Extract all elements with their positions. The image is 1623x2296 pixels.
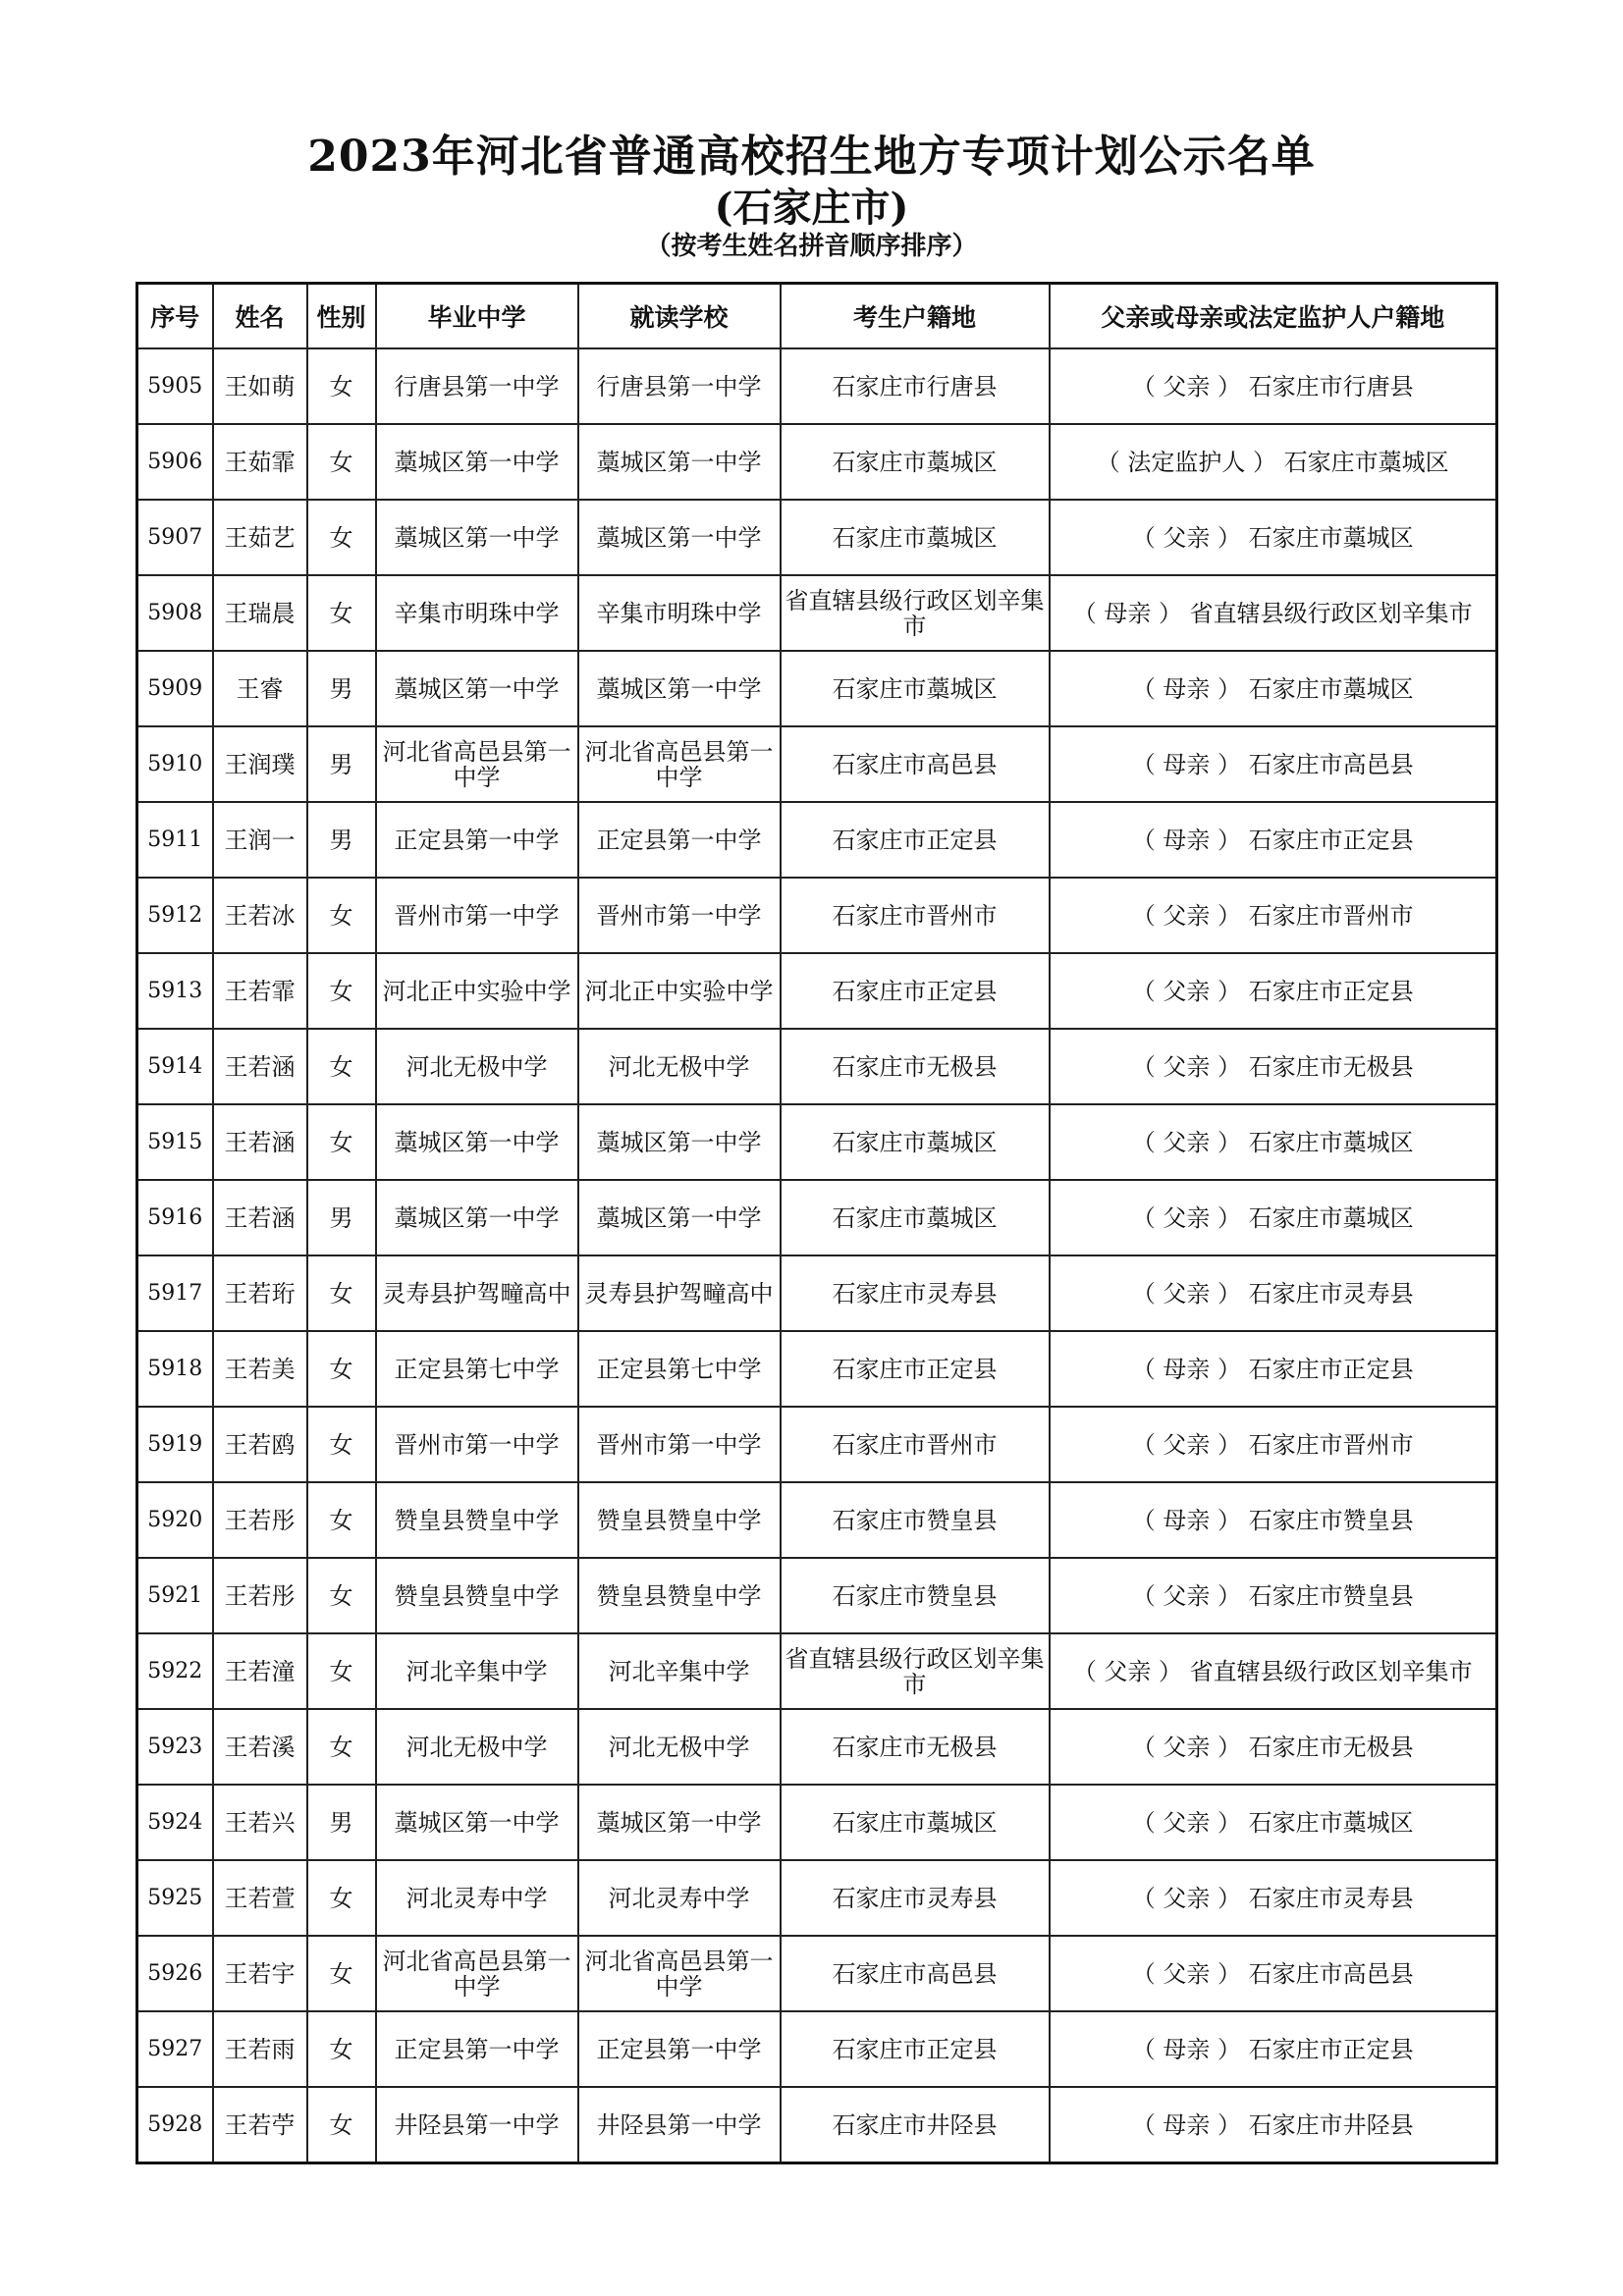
col-header-grad-school: 毕业中学 [376,284,578,349]
cell-guardian-hukou: （ 父亲 ） 石家庄市正定县 [1050,953,1497,1029]
cell-no: 5915 [137,1104,213,1180]
cell-grad-school: 藁城区第一中学 [376,1180,578,1255]
cell-guardian-hukou: （ 父亲 ） 石家庄市藁城区 [1050,1104,1497,1180]
cell-guardian-hukou: （ 母亲 ） 石家庄市正定县 [1050,2011,1497,2087]
cell-no: 5905 [137,348,213,424]
table-row [137,953,1497,1029]
cell-gender: 女 [307,1936,376,2011]
table-header-row [137,284,1497,349]
cell-current-school: 河北省高邑县第一中学 [578,1936,781,2011]
cell-grad-school: 藁城区第一中学 [376,424,578,500]
cell-name: 王润璞 [213,726,307,802]
cell-guardian-hukou: （ 父亲 ） 石家庄市灵寿县 [1050,1255,1497,1331]
table-row [137,1482,1497,1558]
cell-no: 5917 [137,1255,213,1331]
cell-no: 5912 [137,878,213,953]
cell-name: 王若彤 [213,1558,307,1633]
cell-grad-school: 藁城区第一中学 [376,1104,578,1180]
cell-grad-school: 河北正中实验中学 [376,953,578,1029]
cell-grad-school: 行唐县第一中学 [376,348,578,424]
cell-student-hukou: 石家庄市井陉县 [781,2087,1050,2163]
cell-student-hukou: 石家庄市赞皇县 [781,1558,1050,1633]
cell-gender: 女 [307,348,376,424]
cell-current-school: 正定县第一中学 [578,2011,781,2087]
cell-guardian-hukou: （ 母亲 ） 石家庄市高邑县 [1050,726,1497,802]
cell-no: 5914 [137,1029,213,1104]
cell-student-hukou: 石家庄市无极县 [781,1029,1050,1104]
cell-no: 5910 [137,726,213,802]
cell-grad-school: 赞皇县赞皇中学 [376,1482,578,1558]
cell-gender: 女 [307,424,376,500]
cell-gender: 女 [307,1709,376,1785]
cell-grad-school: 藁城区第一中学 [376,651,578,726]
cell-name: 王若兴 [213,1785,307,1860]
cell-gender: 男 [307,1785,376,1860]
cell-grad-school: 晋州市第一中学 [376,1407,578,1482]
cell-name: 王茹艺 [213,500,307,575]
table-row [137,424,1497,500]
cell-student-hukou: 省直辖县级行政区划辛集市 [781,1633,1050,1709]
table-row [137,1255,1497,1331]
cell-guardian-hukou: （ 父亲 ） 石家庄市行唐县 [1050,348,1497,424]
table-row [137,1709,1497,1785]
col-header-guardian-hukou: 父亲或母亲或法定监护人户籍地 [1050,284,1497,349]
col-header-no: 序号 [137,284,213,349]
cell-no: 5928 [137,2087,213,2163]
cell-student-hukou: 石家庄市灵寿县 [781,1255,1050,1331]
cell-guardian-hukou: （ 父亲 ） 石家庄市晋州市 [1050,878,1497,953]
cell-current-school: 晋州市第一中学 [578,878,781,953]
table-row [137,2087,1497,2163]
cell-gender: 男 [307,1180,376,1255]
cell-student-hukou: 石家庄市高邑县 [781,1936,1050,2011]
cell-name: 王若彤 [213,1482,307,1558]
cell-no: 5926 [137,1936,213,2011]
cell-grad-school: 正定县第七中学 [376,1331,578,1407]
cell-grad-school: 灵寿县护驾疃高中 [376,1255,578,1331]
cell-grad-school: 藁城区第一中学 [376,500,578,575]
cell-gender: 男 [307,651,376,726]
table-body [137,348,1497,2163]
cell-student-hukou: 石家庄市正定县 [781,953,1050,1029]
cell-name: 王若涵 [213,1180,307,1255]
cell-name: 王润一 [213,802,307,878]
student-roster-table [135,282,1498,2164]
cell-gender: 女 [307,1407,376,1482]
cell-current-school: 井陉县第一中学 [578,2087,781,2163]
cell-gender: 女 [307,1029,376,1104]
cell-name: 王若萱 [213,1860,307,1936]
cell-name: 王若美 [213,1331,307,1407]
cell-name: 王瑞晨 [213,575,307,651]
cell-name: 王若宇 [213,1936,307,2011]
cell-gender: 男 [307,802,376,878]
cell-guardian-hukou: （ 母亲 ） 石家庄市正定县 [1050,802,1497,878]
cell-grad-school: 河北灵寿中学 [376,1860,578,1936]
cell-no: 5924 [137,1785,213,1860]
table-row [137,1785,1497,1860]
cell-student-hukou: 石家庄市晋州市 [781,1407,1050,1482]
table-row [137,500,1497,575]
cell-grad-school: 晋州市第一中学 [376,878,578,953]
table-row [137,575,1497,651]
table-row [137,1936,1497,2011]
cell-student-hukou: 石家庄市藁城区 [781,651,1050,726]
cell-guardian-hukou: （ 父亲 ） 石家庄市高邑县 [1050,1936,1497,2011]
cell-guardian-hukou: （ 父亲 ） 石家庄市赞皇县 [1050,1558,1497,1633]
table-row [137,1029,1497,1104]
cell-guardian-hukou: （ 父亲 ） 省直辖县级行政区划辛集市 [1050,1633,1497,1709]
cell-guardian-hukou: （ 父亲 ） 石家庄市藁城区 [1050,500,1497,575]
cell-name: 王若涵 [213,1029,307,1104]
cell-guardian-hukou: （ 父亲 ） 石家庄市无极县 [1050,1029,1497,1104]
cell-current-school: 灵寿县护驾疃高中 [578,1255,781,1331]
cell-grad-school: 赞皇县赞皇中学 [376,1558,578,1633]
cell-student-hukou: 石家庄市晋州市 [781,878,1050,953]
cell-current-school: 藁城区第一中学 [578,651,781,726]
cell-student-hukou: 石家庄市无极县 [781,1709,1050,1785]
cell-name: 王若溪 [213,1709,307,1785]
col-header-gender: 性别 [307,284,376,349]
cell-no: 5916 [137,1180,213,1255]
cell-gender: 女 [307,1860,376,1936]
cell-student-hukou: 石家庄市正定县 [781,1331,1050,1407]
cell-no: 5911 [137,802,213,878]
cell-guardian-hukou: （ 母亲 ） 石家庄市正定县 [1050,1331,1497,1407]
cell-no: 5913 [137,953,213,1029]
cell-current-school: 行唐县第一中学 [578,348,781,424]
cell-guardian-hukou: （ 父亲 ） 石家庄市灵寿县 [1050,1860,1497,1936]
cell-current-school: 河北无极中学 [578,1709,781,1785]
sort-note: （按考生姓名拼音顺序排序） [645,232,978,261]
cell-gender: 女 [307,2011,376,2087]
cell-gender: 男 [307,726,376,802]
cell-current-school: 赞皇县赞皇中学 [578,1482,781,1558]
cell-current-school: 河北正中实验中学 [578,953,781,1029]
cell-gender: 女 [307,575,376,651]
cell-current-school: 藁城区第一中学 [578,500,781,575]
cell-current-school: 藁城区第一中学 [578,1785,781,1860]
cell-gender: 女 [307,878,376,953]
cell-no: 5909 [137,651,213,726]
cell-gender: 女 [307,1104,376,1180]
cell-student-hukou: 石家庄市藁城区 [781,1104,1050,1180]
cell-guardian-hukou: （ 父亲 ） 石家庄市晋州市 [1050,1407,1497,1482]
cell-gender: 女 [307,1482,376,1558]
cell-current-school: 河北辛集中学 [578,1633,781,1709]
cell-gender: 女 [307,1558,376,1633]
cell-name: 王若苧 [213,2087,307,2163]
cell-no: 5927 [137,2011,213,2087]
cell-name: 王若涵 [213,1104,307,1180]
cell-no: 5918 [137,1331,213,1407]
cell-current-school: 辛集市明珠中学 [578,575,781,651]
table-row [137,1558,1497,1633]
cell-grad-school: 辛集市明珠中学 [376,575,578,651]
cell-current-school: 河北灵寿中学 [578,1860,781,1936]
page-subtitle: (石家庄市) [714,185,909,231]
cell-grad-school: 河北省高邑县第一中学 [376,1936,578,2011]
cell-guardian-hukou: （ 父亲 ） 石家庄市无极县 [1050,1709,1497,1785]
cell-student-hukou: 石家庄市藁城区 [781,500,1050,575]
cell-current-school: 晋州市第一中学 [578,1407,781,1482]
cell-gender: 女 [307,1255,376,1331]
cell-grad-school: 正定县第一中学 [376,2011,578,2087]
col-header-current-school: 就读学校 [578,284,781,349]
cell-gender: 女 [307,953,376,1029]
cell-grad-school: 井陉县第一中学 [376,2087,578,2163]
cell-guardian-hukou: （ 母亲 ） 石家庄市藁城区 [1050,651,1497,726]
cell-name: 王茹霏 [213,424,307,500]
cell-guardian-hukou: （ 父亲 ） 石家庄市藁城区 [1050,1180,1497,1255]
cell-name: 王若珩 [213,1255,307,1331]
cell-student-hukou: 石家庄市藁城区 [781,424,1050,500]
cell-gender: 女 [307,2087,376,2163]
cell-student-hukou: 省直辖县级行政区划辛集市 [781,575,1050,651]
cell-name: 王睿 [213,651,307,726]
cell-student-hukou: 石家庄市高邑县 [781,726,1050,802]
table-row [137,1860,1497,1936]
cell-grad-school: 河北无极中学 [376,1709,578,1785]
cell-no: 5923 [137,1709,213,1785]
cell-guardian-hukou: （ 法定监护人 ） 石家庄市藁城区 [1050,424,1497,500]
cell-name: 王如萌 [213,348,307,424]
cell-current-school: 正定县第七中学 [578,1331,781,1407]
cell-current-school: 正定县第一中学 [578,802,781,878]
cell-no: 5922 [137,1633,213,1709]
cell-no: 5925 [137,1860,213,1936]
table-row [137,1104,1497,1180]
table-row [137,802,1497,878]
table-row [137,1633,1497,1709]
table-row [137,348,1497,424]
cell-student-hukou: 石家庄市正定县 [781,2011,1050,2087]
cell-name: 王若鸥 [213,1407,307,1482]
cell-current-school: 藁城区第一中学 [578,1180,781,1255]
cell-name: 王若潼 [213,1633,307,1709]
cell-guardian-hukou: （ 母亲 ） 石家庄市赞皇县 [1050,1482,1497,1558]
table-row [137,726,1497,802]
cell-name: 王若霏 [213,953,307,1029]
table-row [137,651,1497,726]
cell-grad-school: 正定县第一中学 [376,802,578,878]
cell-grad-school: 河北辛集中学 [376,1633,578,1709]
cell-gender: 女 [307,1331,376,1407]
cell-student-hukou: 石家庄市正定县 [781,802,1050,878]
cell-grad-school: 河北省高邑县第一中学 [376,726,578,802]
cell-no: 5906 [137,424,213,500]
cell-current-school: 河北无极中学 [578,1029,781,1104]
cell-gender: 女 [307,500,376,575]
cell-guardian-hukou: （ 母亲 ） 省直辖县级行政区划辛集市 [1050,575,1497,651]
table-row [137,1407,1497,1482]
col-header-student-hukou: 考生户籍地 [781,284,1050,349]
cell-current-school: 河北省高邑县第一中学 [578,726,781,802]
cell-grad-school: 河北无极中学 [376,1029,578,1104]
cell-no: 5919 [137,1407,213,1482]
table-row [137,2011,1497,2087]
cell-current-school: 藁城区第一中学 [578,1104,781,1180]
cell-grad-school: 藁城区第一中学 [376,1785,578,1860]
cell-guardian-hukou: （ 母亲 ） 石家庄市井陉县 [1050,2087,1497,2163]
cell-current-school: 藁城区第一中学 [578,424,781,500]
col-header-name: 姓名 [213,284,307,349]
cell-guardian-hukou: （ 父亲 ） 石家庄市藁城区 [1050,1785,1497,1860]
cell-name: 王若冰 [213,878,307,953]
page-title: 2023年河北省普通高校招生地方专项计划公示名单 [307,132,1316,182]
cell-no: 5908 [137,575,213,651]
cell-no: 5907 [137,500,213,575]
cell-student-hukou: 石家庄市行唐县 [781,348,1050,424]
cell-gender: 女 [307,1633,376,1709]
cell-student-hukou: 石家庄市灵寿县 [781,1860,1050,1936]
cell-student-hukou: 石家庄市藁城区 [781,1785,1050,1860]
table-row [137,1180,1497,1255]
cell-student-hukou: 石家庄市藁城区 [781,1180,1050,1255]
cell-student-hukou: 石家庄市赞皇县 [781,1482,1050,1558]
cell-current-school: 赞皇县赞皇中学 [578,1558,781,1633]
cell-no: 5921 [137,1558,213,1633]
cell-name: 王若雨 [213,2011,307,2087]
cell-no: 5920 [137,1482,213,1558]
table-row [137,1331,1497,1407]
table-row [137,878,1497,953]
